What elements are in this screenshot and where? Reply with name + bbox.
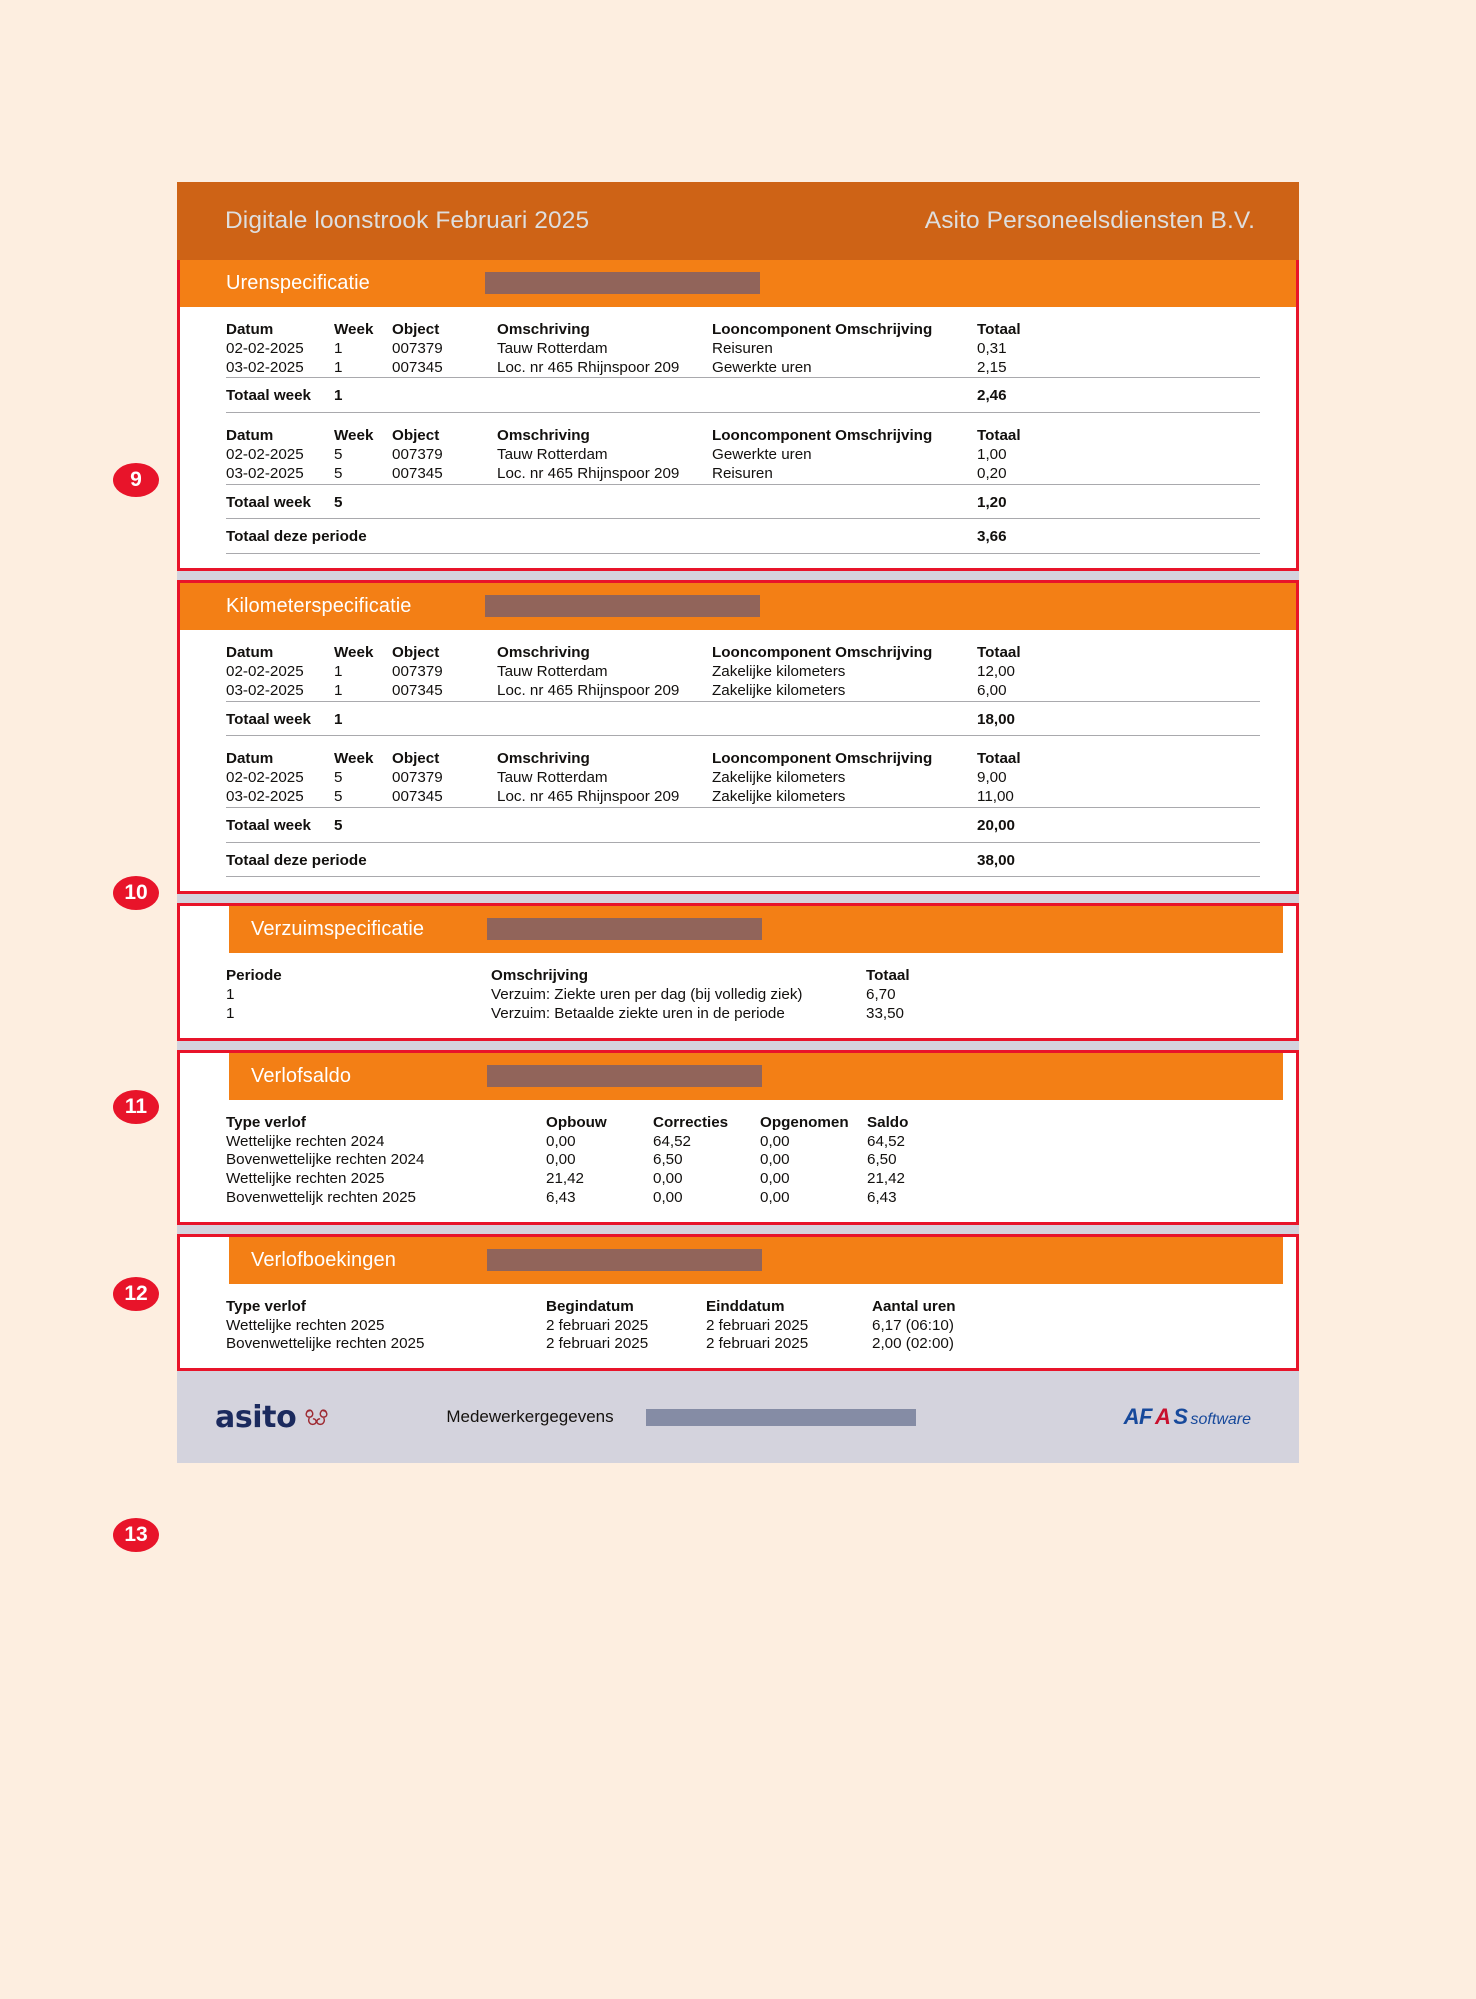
document-title-bar	[177, 182, 1299, 260]
col-week: Week	[334, 750, 374, 768]
table-header-row	[226, 321, 1260, 340]
cell-begindatum: 2 februari 2025	[546, 1335, 649, 1353]
verzuimspecificatie-table	[226, 953, 1260, 1037]
redaction-bar	[485, 595, 760, 617]
cell-opgenomen: 0,00	[760, 1188, 790, 1206]
page-title: Digitale loonstrook Februari 2025	[225, 207, 590, 234]
cell-type-verlof: Wettelijke rechten 2025	[226, 1170, 385, 1188]
cell-saldo: 6,50	[867, 1151, 897, 1169]
total-label: Totaal week	[226, 484, 334, 519]
section-header-verlofboekingen	[229, 1237, 1283, 1284]
cell-datum: 03-02-2025	[226, 358, 304, 376]
cell-datum: 02-02-2025	[226, 445, 304, 463]
total-week: 1	[334, 701, 392, 736]
col-datum: Datum	[226, 644, 274, 662]
section-header-urenspecificatie	[180, 260, 1296, 307]
cell-einddatum: 2 februari 2025	[706, 1316, 809, 1334]
cell-correcties: 64,52	[653, 1132, 692, 1150]
document-footer	[177, 1371, 1299, 1463]
urenspecificatie-table	[226, 307, 1260, 568]
col-totaal: Totaal	[866, 967, 910, 985]
asito-logo	[215, 1400, 330, 1435]
week-total-row	[226, 378, 1260, 413]
cell-periode: 1	[226, 986, 235, 1004]
section-verzuimspecificatie	[177, 903, 1299, 1040]
callout-badge-11: 11	[113, 1090, 159, 1124]
spacer	[226, 554, 1260, 569]
cell-totaal: 2,15	[977, 358, 1007, 376]
callout-badge-10: 10	[113, 876, 159, 910]
section-title: Verlofboekingen	[251, 1248, 396, 1271]
table-row	[226, 1170, 1260, 1189]
total-filler	[392, 807, 977, 842]
spacer	[226, 1354, 1260, 1368]
cell-totaal: 6,70	[866, 986, 896, 1004]
cell-looncomponent: Gewerkte uren	[712, 445, 812, 463]
col-correcties: Correcties	[653, 1113, 729, 1131]
cell-saldo: 6,43	[867, 1188, 897, 1206]
cell-week: 5	[334, 464, 343, 482]
afas-logo-s: S	[1173, 1404, 1188, 1430]
col-aantal-uren: Aantal uren	[872, 1297, 956, 1315]
cell-opbouw: 0,00	[546, 1151, 576, 1169]
cell-aantal-uren: 2,00 (02:00)	[872, 1335, 954, 1353]
col-looncomponent: Looncomponent Omschrijving	[712, 321, 933, 338]
section-header-verlofsaldo	[229, 1053, 1283, 1100]
section-urenspecificatie	[177, 260, 1299, 571]
table-row	[226, 788, 1260, 807]
col-opgenomen: Opgenomen	[760, 1113, 849, 1131]
col-datum: Datum	[226, 750, 274, 768]
col-week: Week	[334, 644, 374, 662]
col-totaal: Totaal	[977, 750, 1021, 768]
cell-correcties: 0,00	[653, 1170, 683, 1188]
section-kilometerspecificatie	[177, 580, 1299, 894]
cell-object: 007345	[392, 681, 443, 699]
total-filler	[392, 484, 977, 519]
verzuim-table-wrap	[180, 953, 1296, 1037]
table-header-row	[226, 750, 1260, 769]
col-totaal: Totaal	[977, 644, 1021, 662]
cell-object: 007379	[392, 445, 443, 463]
cell-totaal: 9,00	[977, 769, 1007, 787]
cell-week: 1	[334, 681, 343, 699]
period-filler	[392, 842, 977, 877]
cell-totaal: 0,20	[977, 464, 1007, 482]
spacer	[226, 630, 1260, 644]
col-omschrijving: Omschriving	[497, 321, 590, 338]
col-totaal: Totaal	[977, 321, 1021, 338]
col-type-verlof: Type verlof	[226, 1297, 306, 1315]
period-total-label: Totaal deze periode	[226, 519, 392, 554]
cell-begindatum: 2 februari 2025	[546, 1316, 649, 1334]
spacer	[226, 1024, 1260, 1038]
table-row	[226, 1189, 1260, 1208]
cell-omschrijving: Tauw Rotterdam	[497, 339, 608, 357]
total-filler	[392, 701, 977, 736]
col-omschrijving: Omschriving	[497, 750, 590, 768]
redaction-bar	[487, 918, 762, 940]
table-row	[226, 1151, 1260, 1170]
col-week: Week	[334, 321, 374, 338]
col-week: Week	[334, 427, 374, 445]
verlofsaldo-table	[226, 1100, 1260, 1222]
cell-saldo: 64,52	[867, 1132, 906, 1150]
cell-totaal: 11,00	[977, 787, 1014, 805]
cell-object: 007379	[392, 339, 443, 357]
cell-week: 5	[334, 445, 343, 463]
callout-badge-13: 13	[113, 1518, 159, 1552]
total-value: 1,20	[977, 484, 1260, 519]
period-filler	[392, 519, 977, 554]
cell-datum: 03-02-2025	[226, 787, 304, 805]
period-total-label: Totaal deze periode	[226, 842, 392, 877]
cell-week: 1	[334, 358, 343, 376]
section-header-verzuimspecificatie	[229, 906, 1283, 953]
section-title: Verzuimspecificatie	[251, 918, 425, 941]
total-label: Totaal week	[226, 378, 334, 413]
cell-opgenomen: 0,00	[760, 1151, 790, 1169]
cell-week: 5	[334, 769, 343, 787]
cell-saldo: 21,42	[867, 1170, 906, 1188]
cell-type-verlof: Bovenwettelijk rechten 2025	[226, 1188, 416, 1206]
cell-omschrijving: Loc. nr 465 Rhijnspoor 209	[497, 787, 680, 805]
section-title: Urenspecificatie	[226, 272, 370, 294]
verlofboekingen-table	[226, 1284, 1260, 1368]
cell-omschrijving: Loc. nr 465 Rhijnspoor 209	[497, 358, 680, 376]
week-total-row	[226, 807, 1260, 842]
col-datum: Datum	[226, 427, 274, 445]
total-week: 5	[334, 484, 392, 519]
cell-looncomponent: Reisuren	[712, 464, 773, 482]
col-omschrijving: Omschriving	[497, 427, 590, 445]
period-total-value: 3,66	[977, 519, 1260, 554]
section-verlofsaldo	[177, 1050, 1299, 1225]
cell-omschrijving: Tauw Rotterdam	[497, 769, 608, 787]
col-saldo: Saldo	[867, 1113, 909, 1131]
spacer	[226, 1284, 1260, 1298]
section-verlofboekingen	[177, 1234, 1299, 1371]
period-total-row	[226, 842, 1260, 877]
table-header-row	[226, 967, 1260, 986]
asito-logo-text: asito	[215, 1399, 297, 1435]
spacer	[226, 736, 1260, 751]
table-row	[226, 769, 1260, 788]
cell-opbouw: 6,43	[546, 1188, 576, 1206]
spacer	[226, 413, 1260, 428]
cell-totaal: 33,50	[866, 1004, 905, 1022]
spacer	[226, 953, 1260, 967]
table-row	[226, 986, 1260, 1005]
table-row	[226, 446, 1260, 465]
afas-logo-af: AF	[1123, 1404, 1152, 1430]
cell-opbouw: 0,00	[546, 1132, 576, 1150]
cell-looncomponent: Zakelijke kilometers	[712, 787, 846, 805]
col-opbouw: Opbouw	[546, 1113, 607, 1131]
cell-correcties: 0,00	[653, 1188, 683, 1206]
cell-object: 007345	[392, 358, 443, 376]
total-value: 2,46	[977, 378, 1260, 413]
total-label: Totaal week	[226, 701, 334, 736]
table-row	[226, 1317, 1260, 1336]
cell-week: 1	[334, 662, 343, 680]
cell-object: 007345	[392, 464, 443, 482]
col-looncomponent: Looncomponent Omschrijving	[712, 427, 933, 445]
cell-looncomponent: Zakelijke kilometers	[712, 769, 846, 787]
period-total-row	[226, 519, 1260, 554]
cell-datum: 03-02-2025	[226, 464, 304, 482]
total-week: 5	[334, 807, 392, 842]
spacer	[226, 1208, 1260, 1222]
col-object: Object	[392, 750, 440, 768]
table-row	[226, 663, 1260, 682]
cell-totaal: 1,00	[977, 445, 1007, 463]
redaction-bar	[487, 1249, 762, 1271]
block-gap	[177, 894, 1299, 903]
table-header-row	[226, 1298, 1260, 1317]
cell-type-verlof: Bovenwettelijke rechten 2024	[226, 1151, 425, 1169]
col-einddatum: Einddatum	[706, 1297, 785, 1315]
verlofboekingen-table-wrap	[180, 1284, 1296, 1368]
afas-software-logo	[1124, 1404, 1251, 1430]
table-row	[226, 1133, 1260, 1152]
total-value: 20,00	[977, 807, 1260, 842]
week-total-row	[226, 701, 1260, 736]
section-title: Kilometerspecificatie	[226, 595, 412, 618]
cell-totaal: 12,00	[977, 662, 1016, 680]
period-total-value: 38,00	[977, 842, 1260, 877]
table-header-row	[226, 644, 1260, 663]
redaction-bar	[487, 1065, 762, 1087]
cell-looncomponent: Zakelijke kilometers	[712, 662, 846, 680]
cell-looncomponent: Reisuren	[712, 339, 773, 357]
cell-datum: 03-02-2025	[226, 681, 304, 699]
cell-aantal-uren: 6,17 (06:10)	[872, 1316, 954, 1334]
table-row	[226, 1005, 1260, 1024]
callout-badge-9: 9	[113, 463, 159, 497]
spacer	[226, 877, 1260, 892]
col-object: Object	[392, 427, 440, 445]
cell-datum: 02-02-2025	[226, 662, 304, 680]
cell-week: 1	[334, 339, 343, 357]
cell-periode: 1	[226, 1004, 235, 1022]
block-gap	[177, 571, 1299, 580]
afas-logo-software: software	[1190, 1411, 1251, 1429]
table-header-row	[226, 427, 1260, 446]
callout-badge-12: 12	[113, 1277, 159, 1311]
cell-week: 5	[334, 787, 343, 805]
company-name: Asito Personeelsdiensten B.V.	[924, 207, 1255, 234]
cell-einddatum: 2 februari 2025	[706, 1335, 809, 1353]
verlofsaldo-table-wrap	[180, 1100, 1296, 1222]
spacer	[226, 307, 1260, 321]
cell-type-verlof: Wettelijke rechten 2025	[226, 1316, 385, 1334]
cell-datum: 02-02-2025	[226, 339, 304, 357]
section-title: Verlofsaldo	[251, 1064, 352, 1087]
col-object: Object	[392, 644, 440, 662]
afas-logo-a: A	[1154, 1404, 1171, 1430]
section-header-kilometerspecificatie	[180, 583, 1296, 630]
redaction-bar	[485, 272, 760, 294]
table-row	[226, 682, 1260, 701]
cell-omschrijving: Loc. nr 465 Rhijnspoor 209	[497, 681, 680, 699]
cell-looncomponent: Zakelijke kilometers	[712, 681, 846, 699]
table-header-row	[226, 1114, 1260, 1133]
table-row	[226, 359, 1260, 378]
cell-looncomponent: Gewerkte uren	[712, 358, 812, 376]
col-periode: Periode	[226, 967, 282, 985]
kilometerspecificatie-table-wrap	[180, 630, 1296, 891]
cell-opgenomen: 0,00	[760, 1170, 790, 1188]
cell-opbouw: 21,42	[546, 1170, 585, 1188]
total-week: 1	[334, 378, 392, 413]
urenspecificatie-table-wrap	[180, 307, 1296, 568]
table-row	[226, 340, 1260, 359]
table-row	[226, 465, 1260, 484]
spacer	[226, 1100, 1260, 1114]
cell-omschrijving: Loc. nr 465 Rhijnspoor 209	[497, 464, 680, 482]
cell-datum: 02-02-2025	[226, 769, 304, 787]
cell-omschrijving: Tauw Rotterdam	[497, 445, 608, 463]
block-gap	[177, 1225, 1299, 1234]
cell-object: 007345	[392, 787, 443, 805]
medewerkergegevens-label: Medewerkergegevens	[446, 1407, 614, 1427]
col-totaal: Totaal	[977, 427, 1021, 445]
block-gap	[177, 1041, 1299, 1050]
total-label: Totaal week	[226, 807, 334, 842]
cell-opgenomen: 0,00	[760, 1132, 790, 1150]
cell-object: 007379	[392, 662, 443, 680]
cell-totaal: 6,00	[977, 681, 1007, 699]
col-looncomponent: Looncomponent Omschrijving	[712, 644, 933, 662]
col-object: Object	[392, 321, 440, 338]
cell-type-verlof: Wettelijke rechten 2024	[226, 1132, 385, 1150]
cell-correcties: 6,50	[653, 1151, 683, 1169]
kilometerspecificatie-table	[226, 630, 1260, 891]
footer-redaction-bar	[646, 1409, 916, 1426]
col-omschrijving: Omschrijving	[491, 967, 589, 985]
cell-omschrijving: Verzuim: Betaalde ziekte uren in de periode	[491, 1004, 785, 1022]
payslip-document	[177, 182, 1299, 1463]
cell-omschrijving: Verzuim: Ziekte uren per dag (bij volledig ziek)	[491, 986, 803, 1004]
cell-type-verlof: Bovenwettelijke rechten 2025	[226, 1335, 425, 1353]
cell-totaal: 0,31	[977, 339, 1007, 357]
table-row	[226, 1335, 1260, 1354]
col-type-verlof: Type verlof	[226, 1113, 306, 1131]
week-total-row	[226, 484, 1260, 519]
cell-object: 007379	[392, 769, 443, 787]
col-omschrijving: Omschriving	[497, 644, 590, 662]
cell-omschrijving: Tauw Rotterdam	[497, 662, 608, 680]
col-begindatum: Begindatum	[546, 1297, 634, 1315]
col-looncomponent: Looncomponent Omschrijving	[712, 750, 933, 768]
total-value: 18,00	[977, 701, 1260, 736]
asito-swirl-icon	[303, 1406, 330, 1428]
total-filler	[392, 378, 977, 413]
col-datum: Datum	[226, 321, 274, 338]
